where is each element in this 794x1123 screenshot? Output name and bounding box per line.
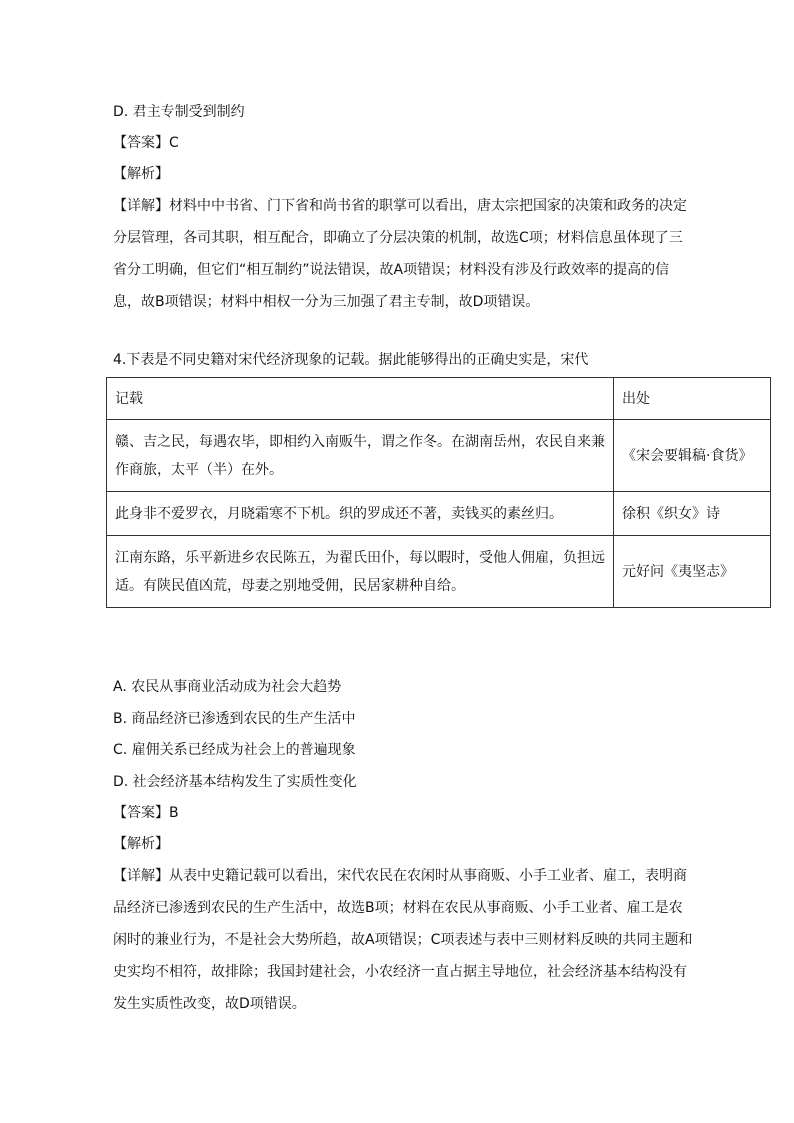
q4-option-a: A. 农民从事商业活动成为社会大趋势	[113, 679, 342, 695]
q3-option-d: D. 君主专制受到制约	[113, 104, 245, 120]
q4-analysis-label: 【解析】	[113, 836, 169, 852]
source-cell: 徐积《织女》诗	[614, 492, 771, 536]
q4-answer: 【答案】B	[113, 805, 179, 821]
record-cell: 江南东路，乐平新进乡农民陈五，为翟氏田仆，每以暇时，受他人佣雇，负担远适。有陕民值凶荒，母妻之别地受佣，民居家耕种自给。	[107, 536, 614, 608]
source-cell: 《宋会要辑稿·食货》	[614, 420, 771, 492]
records-table	[106, 377, 771, 608]
table-header-row	[107, 378, 771, 420]
header-record: 记载	[107, 378, 614, 420]
q4-stem: 4.下表是不同史籍对宋代经济现象的记载。据此能够得出的正确史实是，宋代	[113, 352, 589, 368]
q4-option-d: D. 社会经济基本结构发生了实质性变化	[113, 774, 357, 790]
record-cell: 此身非不爱罗衣，月晓霜寒不下机。织的罗成还不著，卖钱买的素丝归。	[107, 492, 614, 536]
q3-detail: 【详解】材料中中书省、门下省和尚书省的职掌可以看出，唐太宗把国家的决策和政务的决定分层管理，各司其职，相互配合，即确立了分层决策的机制，故选C项；材料信息虽体现了三省分工明确，但它们“相互制约”说法错误，故A项错误；材料没有涉及行政效率的提高的信息，故B项错误；材料中相权一分为三加强了君主专制，故D项错误。	[113, 198, 687, 310]
q3-answer: 【答案】C	[113, 135, 179, 151]
q4-option-c: C. 雇佣关系已经成为社会上的普遍现象	[113, 742, 356, 758]
table-row	[107, 420, 771, 492]
q4-detail: 【详解】从表中史籍记载可以看出，宋代农民在农闲时从事商贩、小手工业者、雇工，表明商品经济已渗透到农民的生产生活中，故选B项；材料在农民从事商贩、小手工业者、雇工是农闲时的兼业行为，不是社会大势所趋，故A项错误；C项表述与表中三则材料反映的共同主题和史实均不相符，故排除；我国封建社会，小农经济一直占据主导地位，社会经济基本结构没有发生实质性改变，故D项错误。	[113, 868, 693, 1012]
q3-analysis-label: 【解析】	[113, 166, 169, 182]
source-cell: 元好问《夷坚志》	[614, 536, 771, 608]
q4-option-b: B. 商品经济已渗透到农民的生产生活中	[113, 711, 356, 727]
table-row	[107, 492, 771, 536]
table-row	[107, 536, 771, 608]
header-source: 出处	[614, 378, 771, 420]
record-cell: 赣、吉之民，每遇农毕，即相约入南贩牛，谓之作冬。在湖南岳州，农民自来兼作商旅，太平（半）在外。	[107, 420, 614, 492]
